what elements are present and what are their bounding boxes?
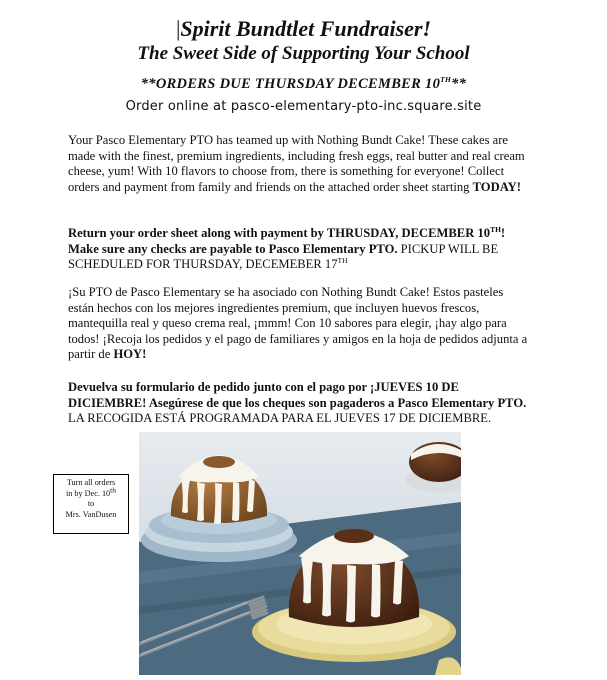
note-line-3: to (87, 499, 95, 508)
spanish-intro-text: ¡Su PTO de Pasco Elementary se ha asociado con Nothing Bundt Cake! Estos pasteles están hechos con los mejores ingredientes premium, que incluyen huevos frescos, mantequilla real y queso crema real, ¡mmm! Con 10 sabores para elegir, ¡hay algo para todos! ¡Recoja los pedidos y el pago de familiares y amigos en la hoja de pedidos adjunta a partir de (68, 285, 528, 362)
note-line-2-sup: th (110, 484, 116, 494)
spanish-intro-hoy: HOY! (113, 347, 147, 362)
orders-due-banner (0, 76, 607, 93)
spanish-pickup-text: LA RECOGIDA ESTÁ PROGRAMADA PARA EL JUEVES 17 DE DICIEMBRE. (68, 411, 492, 426)
orders-due-sup: TH (440, 75, 452, 85)
page-title (0, 16, 607, 42)
order-online-line: Order online at pasco-elementary-pto-inc.square.site (125, 99, 482, 114)
photo-illustration (139, 432, 461, 675)
orders-due-suffix: ** (451, 76, 467, 92)
note-line-1: Turn all orders (66, 478, 116, 487)
english-return-text-b: ! Make sure any checks are payable to Pasco Elementary PTO. (68, 226, 506, 256)
english-intro-paragraph (68, 133, 530, 195)
note-line-2-text: in by Dec. 10 (66, 488, 111, 498)
english-pickup-sup: TH (337, 256, 348, 265)
note-line-2 (54, 484, 128, 500)
title-text: Spirit Bundtlet Fundraiser! (180, 16, 432, 41)
english-return-paragraph (68, 226, 530, 273)
text-cursor: | (175, 16, 181, 41)
orders-due-text: **ORDERS DUE THURSDAY DECEMBER 10 (140, 76, 441, 92)
page-subtitle: The Sweet Side of Supporting Your School (137, 43, 470, 64)
note-line-4: Mrs. VanDusen (65, 509, 117, 519)
orders-note-box (53, 474, 129, 534)
spanish-intro-paragraph (68, 285, 530, 363)
spanish-return-paragraph (68, 380, 530, 427)
spanish-return-deadline: Devuelva su formulario de pedido junto con el pago por ¡JUEVES 10 DE DICIEMBRE! Asegúrese de que los cheques son pagaderos a Pasco Elementary PTO. (68, 380, 527, 410)
english-return-sup: TH (490, 224, 501, 234)
english-return-text-a: Return your order sheet along with payment by THRUSDAY, DECEMBER 10 (68, 226, 491, 240)
english-intro-text: Your Pasco Elementary PTO has teamed up with Nothing Bundt Cake! These cakes are made with the finest, premium ingredients, including fresh eggs, real butter and real cream cheese, yum! With 10 flavors to choose from, there is something for everyone! Collect orders and payment from family and friends on the attached order sheet starting (68, 133, 525, 194)
english-pickup-text: PICKUP WILL BE SCHEDULED FOR THURSDAY, DECEMEBER 17 (68, 241, 499, 272)
bundtlet-cakes-photo (139, 432, 461, 675)
english-intro-today: TODAY! (472, 179, 521, 194)
